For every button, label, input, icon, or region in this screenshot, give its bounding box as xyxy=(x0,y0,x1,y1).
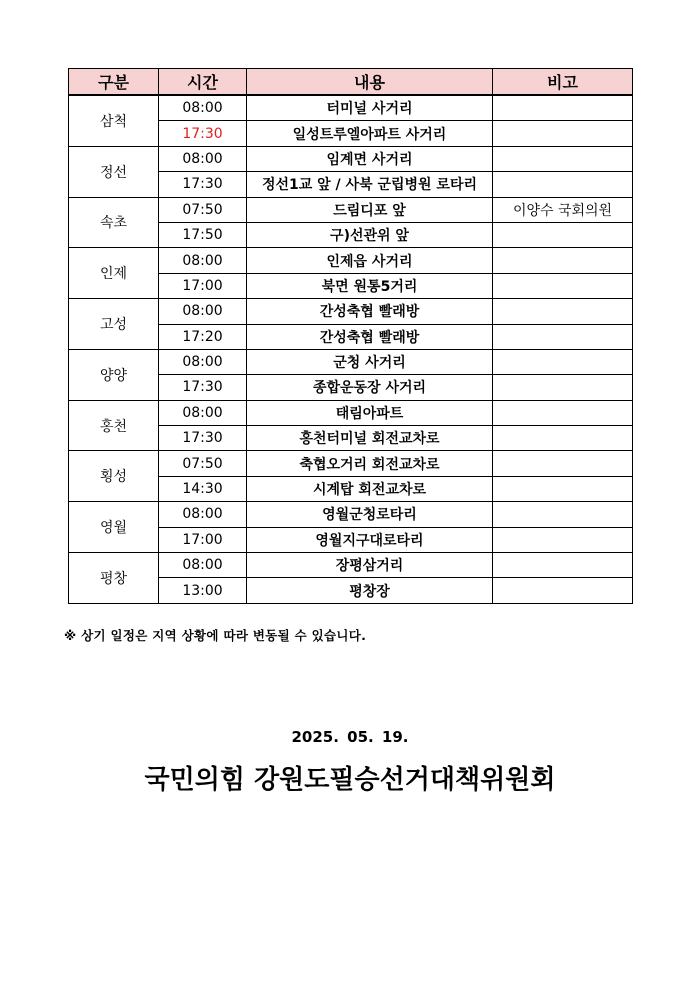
location-cell: 북면 원통5거리 xyxy=(247,273,493,298)
location-cell: 일성트루엘아파트 사거리 xyxy=(247,121,493,146)
region-cell: 영월 xyxy=(69,502,159,553)
table-row xyxy=(69,502,633,527)
location-cell: 영월군청로타리 xyxy=(247,502,493,527)
region-cell: 인제 xyxy=(69,248,159,299)
region-cell: 정선 xyxy=(69,146,159,197)
time-cell: 08:00 xyxy=(159,553,247,578)
region-cell: 양양 xyxy=(69,349,159,400)
location-cell: 정선1교 앞 / 사북 군립병원 로타리 xyxy=(247,172,493,197)
table-row xyxy=(69,248,633,273)
table-row xyxy=(69,451,633,476)
location-cell: 드림디포 앞 xyxy=(247,197,493,222)
remark-cell xyxy=(493,222,633,247)
time-cell: 13:00 xyxy=(159,578,247,603)
table-row xyxy=(69,95,633,121)
header-note: 비고 xyxy=(493,69,633,96)
organization-name: 국민의힘 강원도필승선거대책위원회 xyxy=(144,765,556,795)
schedule-body xyxy=(69,95,633,603)
time-cell: 08:00 xyxy=(159,299,247,324)
time-cell: 17:50 xyxy=(159,222,247,247)
region-cell: 속초 xyxy=(69,197,159,248)
location-cell: 시계탑 회전교차로 xyxy=(247,476,493,501)
location-cell: 홍천터미널 회전교차로 xyxy=(247,426,493,451)
remark-cell xyxy=(493,273,633,298)
table-row xyxy=(69,299,633,324)
remark-cell xyxy=(493,95,633,121)
region-cell: 횡성 xyxy=(69,451,159,502)
time-cell: 17:30 xyxy=(159,172,247,197)
location-cell: 군청 사거리 xyxy=(247,349,493,374)
time-cell: 08:00 xyxy=(159,95,247,121)
table-row xyxy=(69,553,633,578)
table-row xyxy=(69,146,633,171)
location-cell: 구)선관위 앞 xyxy=(247,222,493,247)
region-cell: 홍천 xyxy=(69,400,159,451)
location-cell: 영월지구대로타리 xyxy=(247,527,493,552)
table-row xyxy=(69,197,633,222)
time-cell: 17:20 xyxy=(159,324,247,349)
remark-cell xyxy=(493,299,633,324)
document-date: 2025. 05. 19. xyxy=(291,728,409,746)
time-cell: 07:50 xyxy=(159,451,247,476)
remark-cell xyxy=(493,426,633,451)
remark-cell xyxy=(493,502,633,527)
remark-cell xyxy=(493,248,633,273)
region-cell: 고성 xyxy=(69,299,159,350)
time-cell: 17:30 xyxy=(159,375,247,400)
remark-cell: 이양수 국회의원 xyxy=(493,197,633,222)
table-header-row xyxy=(69,69,633,96)
location-cell: 종합운동장 사거리 xyxy=(247,375,493,400)
location-cell: 축협오거리 회전교차로 xyxy=(247,451,493,476)
footnote: ※ 상기 일정은 지역 상황에 따라 변동될 수 있습니다. xyxy=(64,628,367,643)
time-cell: 07:50 xyxy=(159,197,247,222)
location-cell: 장평삼거리 xyxy=(247,553,493,578)
location-cell: 간성축협 빨래방 xyxy=(247,324,493,349)
location-cell: 인제읍 사거리 xyxy=(247,248,493,273)
time-cell: 17:00 xyxy=(159,273,247,298)
table-row xyxy=(69,349,633,374)
table-row xyxy=(69,400,633,425)
location-cell: 간성축협 빨래방 xyxy=(247,299,493,324)
time-cell: 17:30 xyxy=(159,426,247,451)
remark-cell xyxy=(493,400,633,425)
location-cell: 평창장 xyxy=(247,578,493,603)
remark-cell xyxy=(493,172,633,197)
time-cell: 08:00 xyxy=(159,146,247,171)
remark-cell xyxy=(493,476,633,501)
header-time: 시간 xyxy=(159,69,247,96)
remark-cell xyxy=(493,349,633,374)
time-cell: 08:00 xyxy=(159,502,247,527)
time-cell: 14:30 xyxy=(159,476,247,501)
time-cell: 08:00 xyxy=(159,248,247,273)
time-cell: 08:00 xyxy=(159,400,247,425)
remark-cell xyxy=(493,527,633,552)
location-cell: 태림아파트 xyxy=(247,400,493,425)
schedule-table xyxy=(68,68,633,604)
region-cell: 평창 xyxy=(69,553,159,604)
header-content: 내용 xyxy=(247,69,493,96)
remark-cell xyxy=(493,121,633,146)
remark-cell xyxy=(493,553,633,578)
time-cell: 17:30 xyxy=(159,121,247,146)
remark-cell xyxy=(493,578,633,603)
remark-cell xyxy=(493,375,633,400)
time-cell: 08:00 xyxy=(159,349,247,374)
remark-cell xyxy=(493,451,633,476)
remark-cell xyxy=(493,146,633,171)
location-cell: 임계면 사거리 xyxy=(247,146,493,171)
header-region: 구분 xyxy=(69,69,159,96)
remark-cell xyxy=(493,324,633,349)
location-cell: 터미널 사거리 xyxy=(247,95,493,121)
time-cell: 17:00 xyxy=(159,527,247,552)
region-cell: 삼척 xyxy=(69,95,159,146)
